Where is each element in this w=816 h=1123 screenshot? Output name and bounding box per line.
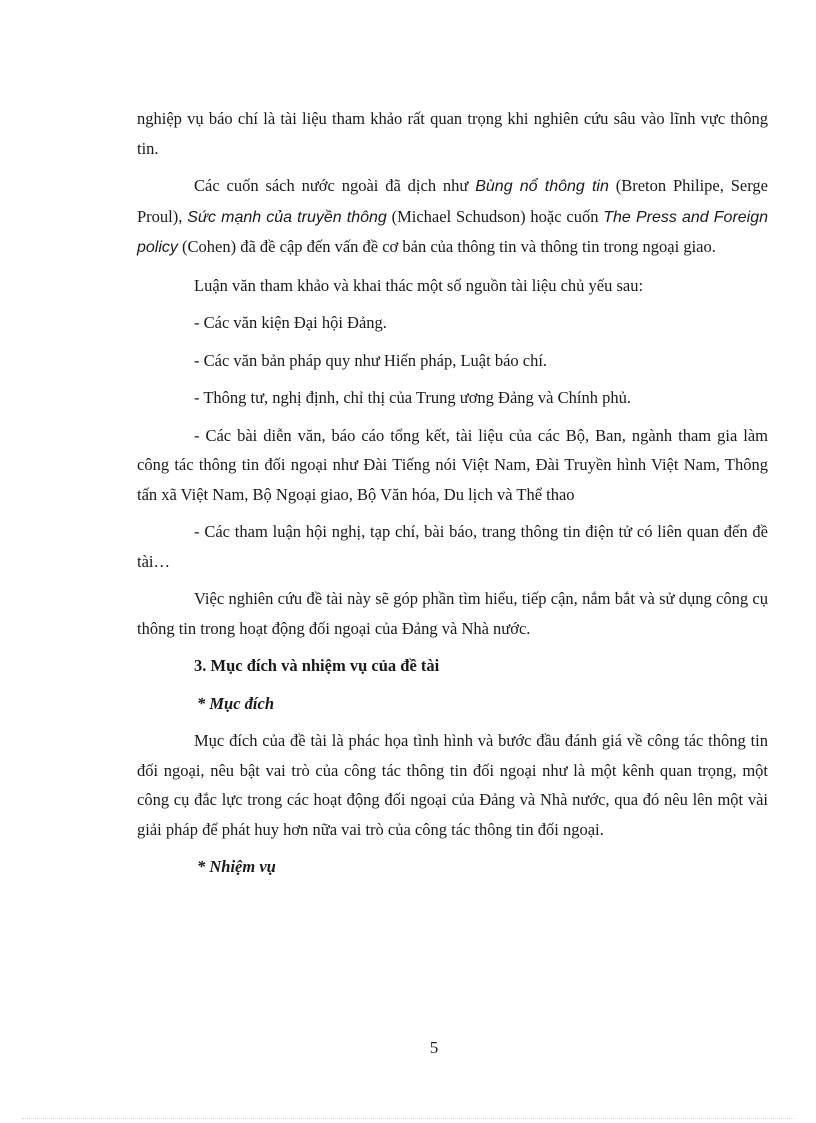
paragraph-foreign-books: [137, 171, 768, 263]
text-run: Các cuốn sách nước ngoài đã dịch như: [194, 176, 476, 195]
book-title-italic: Sức mạnh của truyền thông: [187, 208, 387, 226]
book-title-italic: Bùng nổ thông tin: [475, 178, 609, 195]
list-item: - Các văn kiện Đại hội Đảng.: [194, 313, 387, 332]
page-body: [137, 104, 768, 890]
paragraph-purpose: Mục đích của đề tài là phác họa tình hình và bước đầu đánh giá về công tác thông tin đối ngoại, nêu bật vai trò của công tác thông tin đối ngoại như là một kênh quan trọng, một công cụ đắc lực trong các hoạt động đối ngoại của Đảng và Nhà nước, qua đó nêu lên một vài giải pháp để phát huy hơn nữa vai trò của công tác thông tin đối ngoại.: [137, 731, 768, 839]
text-run: (Cohen) đã đề cập đến vấn đề cơ bản của thông tin và thông tin trong ngoại giao.: [177, 237, 716, 256]
subheading-purpose: * Mục đích: [197, 693, 275, 713]
list-item: - Các bài diễn văn, báo cáo tổng kết, tài liệu của các Bộ, Ban, ngành tham gia làm công tác thông tin đối ngoại như Đài Tiếng nói Việt Nam, Đài Truyền hình Việt Nam, Thông tấn xã Việt Nam, Bộ Ngoại giao, Bộ Văn hóa, Du lịch và Thể thao: [137, 425, 768, 504]
paragraph-research: Việc nghiên cứu đề tài này sẽ góp phần tìm hiểu, tiếp cận, nắm bắt và sử dụng công cụ thông tin trong hoạt động đối ngoại của Đảng và Nhà nước.: [137, 589, 768, 638]
subheading-tasks: * Nhiệm vụ: [197, 857, 276, 876]
book-title-italic: The Press and Foreign policy: [137, 208, 769, 256]
section-heading: 3. Mục đích và nhiệm vụ của đề tài: [194, 656, 440, 675]
footer-divider: [22, 1118, 794, 1119]
list-item: - Thông tư, nghị định, chỉ thị của Trung ương Đảng và Chính phủ.: [194, 388, 631, 407]
list-item: - Các văn bản pháp quy như Hiến pháp, Luật báo chí.: [194, 350, 548, 370]
list-item: - Các tham luận hội nghị, tạp chí, bài báo, trang thông tin điện tử có liên quan đến đề tài…: [137, 522, 768, 571]
page-number: 5: [429, 1038, 439, 1057]
text-run: (Breton Philipe, Serge Proul),: [137, 176, 768, 226]
paragraph-continued: nghiệp vụ báo chí là tài liệu tham khảo rất quan trọng khi nghiên cứu sâu vào lĩnh vực thông tin.: [137, 109, 768, 158]
text-run: (Michael Schudson) hoặc cuốn: [386, 206, 604, 226]
paragraph-sources-intro: Luận văn tham khảo và khai thác một số nguồn tài liệu chủ yếu sau:: [194, 275, 644, 295]
